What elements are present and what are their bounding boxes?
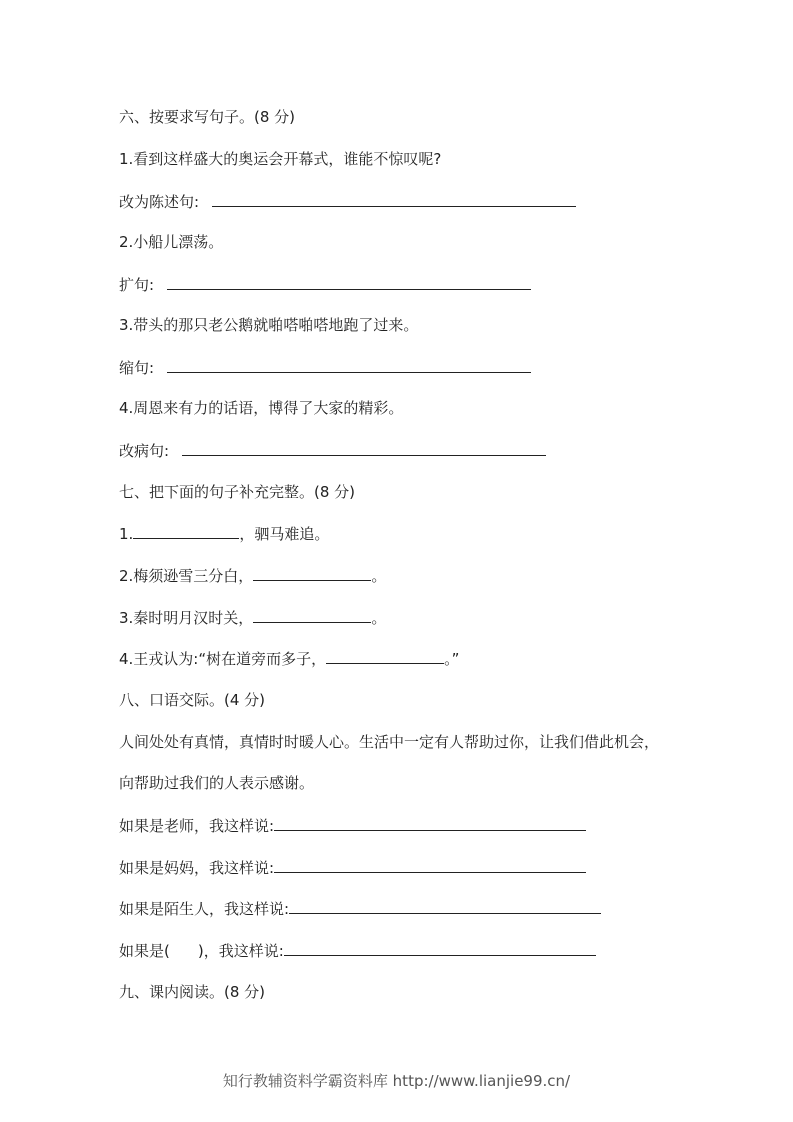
answer-blank[interactable]	[212, 191, 576, 207]
question-prefix: 2.梅须逊雪三分白，	[119, 567, 254, 585]
question-suffix: 。	[371, 609, 387, 627]
speech-prompt: 如果是妈妈，我这样说:	[119, 859, 275, 877]
section-7-question-3	[119, 607, 386, 628]
answer-blank[interactable]	[167, 274, 531, 290]
question-prefix: 1.	[119, 525, 134, 543]
answer-blank[interactable]	[182, 440, 546, 456]
section-6-answer-row-4	[119, 440, 546, 461]
fill-blank[interactable]	[253, 565, 371, 581]
question-suffix: 。”	[444, 650, 460, 668]
section-8-custom-row	[119, 940, 596, 961]
question-prefix: 4.王戎认为:“树在道旁而多子，	[119, 650, 327, 668]
question-prefix: 3.秦时明月汉时关，	[119, 609, 254, 627]
fill-blank[interactable]	[253, 607, 371, 623]
section-7-question-4	[119, 648, 459, 669]
section-6-question-4: 4.周恩来有力的话语，博得了大家的精彩。	[119, 399, 404, 417]
answer-blank[interactable]	[167, 357, 531, 373]
section-9-heading: 九、课内阅读。(8 分)	[119, 983, 266, 1001]
speech-blank[interactable]	[274, 857, 586, 873]
speech-blank[interactable]	[284, 940, 596, 956]
section-6-answer-row-3	[119, 357, 531, 378]
section-8-intro-line-1: 人间处处有真情，真情时时暖人心。生活中一定有人帮助过你，让我们借此机会，	[119, 733, 660, 751]
section-6-heading: 六、按要求写句子。(8 分)	[119, 108, 296, 126]
speech-blank[interactable]	[274, 815, 586, 831]
section-8-stranger-row	[119, 898, 601, 919]
speech-prompt: 如果是陌生人，我这样说:	[119, 900, 290, 918]
answer-prompt: 扩句:	[119, 276, 155, 294]
fill-blank[interactable]	[133, 523, 239, 539]
section-8-mother-row	[119, 857, 586, 878]
speech-blank[interactable]	[289, 898, 601, 914]
section-6-question-2: 2.小船儿漂荡。	[119, 233, 224, 251]
section-8-teacher-row	[119, 815, 586, 836]
custom-prompt-prefix: 如果是(	[119, 942, 170, 960]
section-7-question-2	[119, 565, 386, 586]
speech-prompt: 如果是老师，我这样说:	[119, 817, 275, 835]
custom-prompt-suffix: )，我这样说:	[197, 942, 284, 960]
section-7-question-1	[119, 523, 329, 544]
question-suffix: ，驷马难追。	[239, 525, 330, 543]
answer-prompt: 改病句:	[119, 442, 170, 460]
section-8-intro-line-2: 向帮助过我们的人表示感谢。	[119, 774, 315, 792]
section-6-answer-row-2	[119, 274, 531, 295]
answer-prompt: 改为陈述句:	[119, 193, 200, 211]
section-6-question-1: 1.看到这样盛大的奥运会开幕式，谁能不惊叹呢?	[119, 150, 442, 168]
section-7-heading: 七、把下面的句子补充完整。(8 分)	[119, 483, 356, 501]
section-8-heading: 八、口语交际。(4 分)	[119, 691, 266, 709]
fill-blank[interactable]	[326, 648, 444, 664]
answer-prompt: 缩句:	[119, 359, 155, 377]
section-6-question-3: 3.带头的那只老公鹅就啪嗒啪嗒地跑了过来。	[119, 316, 419, 334]
section-6-answer-row-1	[119, 191, 576, 212]
question-suffix: 。	[371, 567, 387, 585]
page-footer: 知行教辅资料学霸资料库 http://www.lianjie99.cn/	[222, 1072, 571, 1090]
